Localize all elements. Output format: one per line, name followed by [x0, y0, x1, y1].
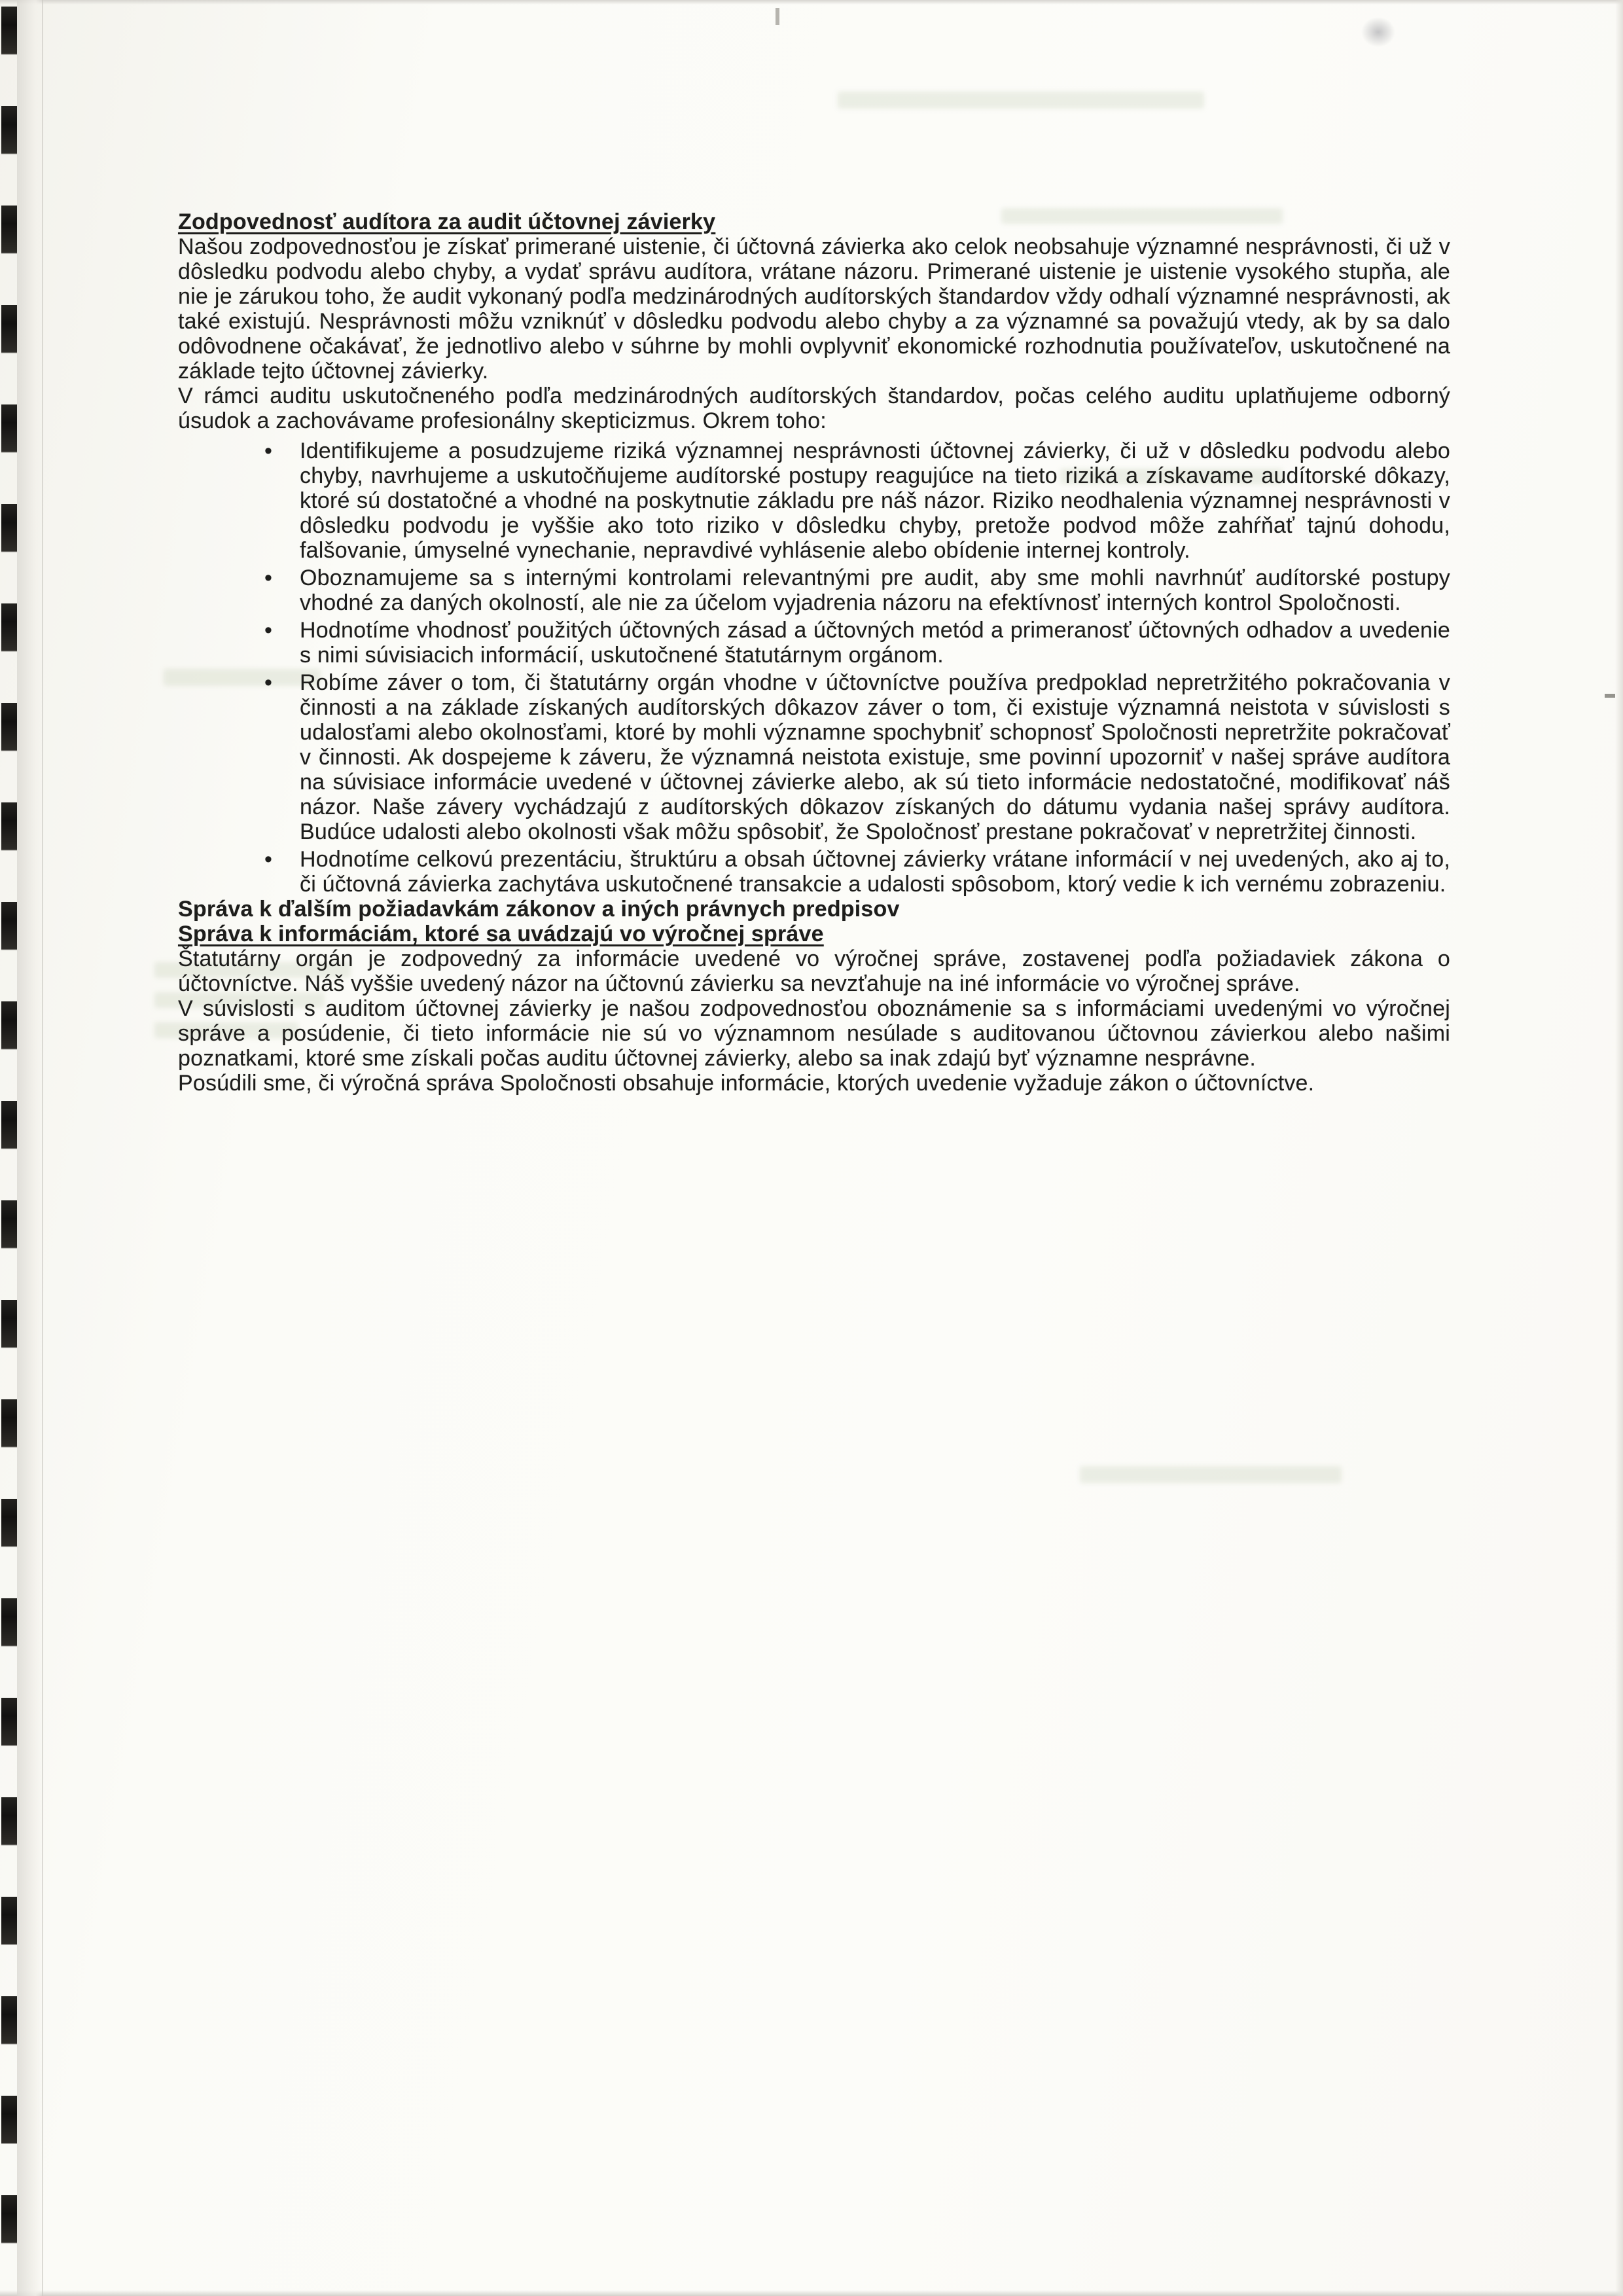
bullet-icon: • — [264, 670, 273, 695]
scan-right-edge-shadow — [1615, 0, 1623, 2296]
paragraph-annual-report-1: Štatutárny orgán je zodpovedný za informácie uvedené vo výročnej správe, zostavenej podľa požiadaviek zákona o účtovníctve. Náš vyššie uvedený názor na účtovnú závierku sa nevzťahuje na iné informácie vo výročnej správe. — [178, 946, 1450, 996]
bullet-item — [178, 439, 1450, 563]
document-content — [178, 209, 1450, 1096]
bullet-item — [178, 618, 1450, 668]
bullet-icon: • — [264, 618, 273, 643]
bullet-list — [178, 439, 1450, 897]
bleedthrough-mark — [1080, 1466, 1342, 1483]
paragraph-annual-report-2: V súvislosti s auditom účtovnej závierky je našou zodpovednosťou oboznámenie sa s informáciami uvedenými vo výročnej správe a posúdenie, či tieto informácie nie sú vo významnom nesúlade s auditovanou účtovnou závierkou alebo našimi poznatkami, ktoré sme získali počas auditu účtovnej závierky, alebo sa inak zdajú byť významne nesprávne. — [178, 996, 1450, 1071]
bullet-item — [178, 847, 1450, 897]
bullet-text: Oboznamujeme sa s internými kontrolami relevantnými pre audit, aby sme mohli navrhnúť audítorské postupy vhodné za daných okolností, ale nie za účelom vyjadrenia názoru na efektívnosť interných kontrol Spoločnosti. — [300, 565, 1450, 615]
section-heading-annual-report: Správa k informáciám, ktoré sa uvádzajú vo výročnej správe — [178, 922, 824, 946]
bullet-text: Hodnotíme vhodnosť použitých účtovných zásad a účtovných metód a primeranosť účtovných odhadov a uvedenie s nimi súvisiacich informácií, uskutočnené štatutárnym orgánom. — [300, 618, 1450, 668]
bullet-icon: • — [264, 439, 273, 463]
paragraph-annual-report-3: Posúdili sme, či výročná správa Spoločnosti obsahuje informácie, ktorých uvedenie vyžaduje zákon o účtovníctve. — [178, 1071, 1315, 1096]
scan-bottom-edge-shadow — [0, 2290, 1623, 2296]
paragraph-audit-responsibility-1: Našou zodpovednosťou je získať primerané uistenie, či účtovná závierka ako celok neobsahuje významné nesprávnosti, či už v dôsledku podvodu alebo chyby, a vydať správu audítora, vrátane názoru. Primerané uistenie je uistenie vysokého stupňa, ale nie je zárukou toho, že audit vykonaný podľa medzinárodných audítorských štandardov vždy odhalí významné nesprávnosti, ak také existujú. Nesprávnosti môžu vzniknúť v dôsledku podvodu alebo chyby a za významné sa považujú vtedy, ak by sa dalo odôvodnene očakávať, že jednotlivo alebo v súhrne by mohli ovplyvniť ekonomické rozhodnutia používateľov, uskutočnené na základe tejto účtovnej závierky. — [178, 234, 1450, 384]
section-heading-audit-responsibility: Zodpovednosť audítora za audit účtovnej závierky — [178, 209, 716, 234]
paragraph-audit-responsibility-2: V rámci auditu uskutočneného podľa medzinárodných audítorských štandardov, počas celého auditu uplatňujeme odborný úsudok a zachovávame profesionálny skepticizmus. Okrem toho: — [178, 384, 1450, 433]
scan-artifact-right-dash — [1605, 694, 1615, 698]
scan-top-edge-shadow — [0, 0, 1623, 5]
section-heading-other-requirements: Správa k ďalším požiadavkám zákonov a iných právnych predpisov — [178, 897, 900, 922]
bleedthrough-mark — [838, 92, 1204, 109]
page-edge-shading — [17, 0, 43, 2296]
scan-artifact-top-dash — [776, 8, 779, 25]
scan-artifact-smudge — [1361, 17, 1395, 47]
bullet-item — [178, 565, 1450, 615]
page-edge-line — [42, 0, 43, 2296]
bullet-icon: • — [264, 847, 273, 872]
bullet-item — [178, 670, 1450, 844]
spiral-binding-holes — [1, 7, 17, 2291]
bullet-text: Identifikujeme a posudzujeme riziká významnej nesprávnosti účtovnej závierky, či už v dôsledku podvodu alebo chyby, navrhujeme a uskutočňujeme audítorské postupy reagujúce na tieto riziká a získavame audítorské dôkazy, ktoré sú dostatočné a vhodné na poskytnutie základu pre náš názor. Riziko neodhalenia významnej nesprávnosti v dôsledku podvodu je vyššie ako toto riziko v dôsledku chyby, pretože podvod môže zahŕňať tajnú dohodu, falšovanie, úmyselné vynechanie, nepravdivé vyhlásenie alebo obídenie internej kontroly. — [300, 439, 1450, 563]
bullet-text: Hodnotíme celkovú prezentáciu, štruktúru a obsah účtovnej závierky vrátane informácií v nej uvedených, ako aj to, či účtovná závierka zachytáva uskutočnené transakcie a udalosti spôsobom, ktorý vedie k ich vernému zobrazeniu. — [300, 847, 1450, 897]
bullet-text: Robíme záver o tom, či štatutárny orgán vhodne v účtovníctve používa predpoklad nepretržitého pokračovania v činnosti a na základe získaných audítorských dôkazov záver o tom, či existuje významná neistota v súvislosti s udalosťami alebo okolnosťami, ktoré by mohli významne spochybniť schopnosť Spoločnosti nepretržite pokračovať v činnosti. Ak dospejeme k záveru, že významná neistota existuje, sme povinní upozorniť v našej správe audítora na súvisiace informácie uvedené v účtovnej závierke alebo, ak sú tieto informácie nedostatočné, modifikovať náš názor. Naše závery vychádzajú z audítorských dôkazov získaných do dátumu vydania našej správy audítora. Budúce udalosti alebo okolnosti však môžu spôsobiť, že Spoločnosť prestane pokračovať v nepretržitej činnosti. — [300, 670, 1450, 844]
bullet-icon: • — [264, 565, 273, 590]
